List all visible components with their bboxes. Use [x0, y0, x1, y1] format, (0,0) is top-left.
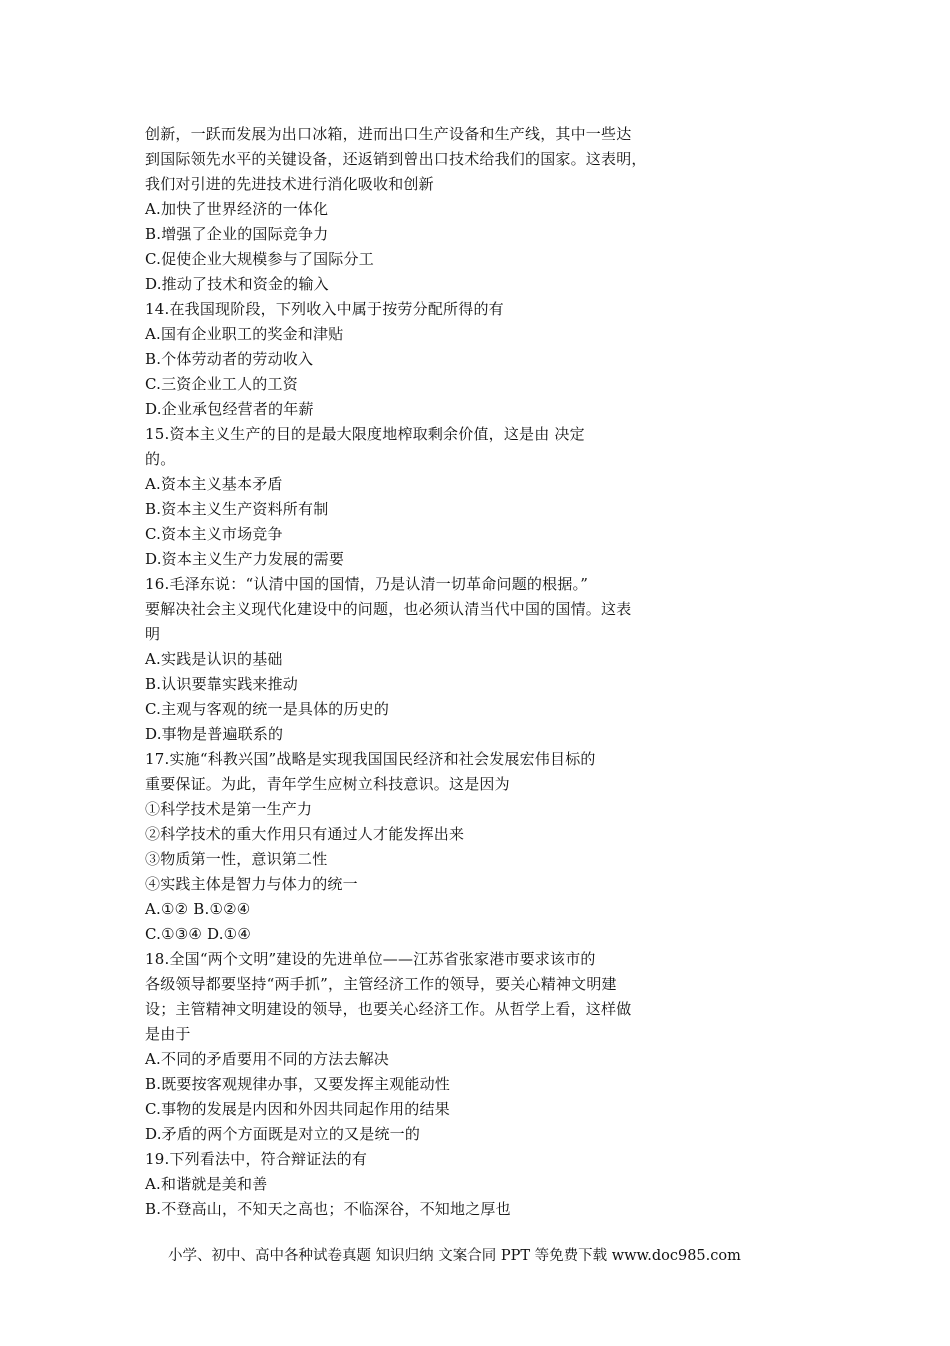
text-line: 18.全国“两个文明”建设的先进单位——江苏省张家港市要求该市的 — [145, 950, 596, 968]
text-line: 重要保证。为此，青年学生应树立科技意识。这是因为 — [145, 775, 510, 793]
text-line: 创新，一跃而发展为出口冰箱，进而出口生产设备和生产线，其中一些达 — [145, 125, 632, 143]
document-body — [145, 122, 705, 1222]
text-line: C.主观与客观的统一是具体的历史的 — [145, 700, 390, 718]
text-line: B.认识要靠实践来推动 — [145, 675, 298, 693]
text-line: A.国有企业职工的奖金和津贴 — [145, 325, 344, 343]
page-footer: 小学、初中、高中各种试卷真题 知识归纳 文案合同 PPT 等免费下载 www.doc985.com — [168, 1248, 741, 1264]
text-line: D.推动了技术和资金的输入 — [145, 275, 329, 293]
text-line: D.资本主义生产力发展的需要 — [145, 550, 345, 568]
text-line: A.资本主义基本矛盾 — [145, 475, 283, 493]
text-line: 明 — [145, 625, 161, 643]
text-line: 各级领导都要坚持“两手抓”，主管经济工作的领导，要关心精神文明建 — [145, 975, 617, 993]
text-line: C.促使企业大规模参与了国际分工 — [145, 250, 374, 268]
text-line: ④实践主体是智力与体力的统一 — [145, 875, 358, 893]
text-line: D.矛盾的两个方面既是对立的又是统一的 — [145, 1125, 421, 1143]
text-line: 的。 — [145, 450, 176, 468]
text-line: A.和谐就是美和善 — [145, 1175, 268, 1193]
text-line: B.个体劳动者的劳动收入 — [145, 350, 314, 368]
text-line: 19.下列看法中，符合辩证法的有 — [145, 1150, 368, 1168]
text-line: B.资本主义生产资料所有制 — [145, 500, 329, 518]
text-line: 我们对引进的先进技术进行消化吸收和创新 — [145, 175, 434, 193]
text-line: ③物质第一性，意识第二性 — [145, 850, 328, 868]
text-line: B.不登高山，不知天之高也；不临深谷，不知地之厚也 — [145, 1200, 511, 1218]
text-line: 15.资本主义生产的目的是最大限度地榨取剩余价值，这是由 决定 — [145, 425, 585, 443]
text-line: C.三资企业工人的工资 — [145, 375, 298, 393]
text-line: A.①② B.①②④ — [145, 900, 251, 918]
text-line: A.加快了世界经济的一体化 — [145, 200, 329, 218]
text-line: ①科学技术是第一生产力 — [145, 800, 313, 818]
text-line: A.实践是认识的基础 — [145, 650, 283, 668]
text-line: C.①③④ D.①④ — [145, 925, 251, 943]
text-line: D.事物是普遍联系的 — [145, 725, 284, 743]
text-line: 17.实施“科教兴国”战略是实现我国国民经济和社会发展宏伟目标的 — [145, 750, 596, 768]
text-line: 到国际领先水平的关键设备，还返销到曾出口技术给我们的国家。这表明， — [145, 150, 647, 168]
text-line: 14.在我国现阶段，下列收入中属于按劳分配所得的有 — [145, 300, 504, 318]
text-line: B.既要按客观规律办事，又要发挥主观能动性 — [145, 1075, 450, 1093]
text-line: A.不同的矛盾要用不同的方法去解决 — [145, 1050, 390, 1068]
text-line: 16.毛泽东说：“认清中国的国情，乃是认清一切革命问题的根据。” — [145, 575, 589, 593]
text-line: D.企业承包经营者的年薪 — [145, 400, 314, 418]
text-line: C.资本主义市场竞争 — [145, 525, 283, 543]
text-line: 要解决社会主义现代化建设中的问题，也必须认清当代中国的国情。这表 — [145, 600, 632, 618]
text-line: ②科学技术的重大作用只有通过人才能发挥出来 — [145, 825, 465, 843]
text-line: 设；主管精神文明建设的领导，也要关心经济工作。从哲学上看，这样做 — [145, 1000, 632, 1018]
text-line: B.增强了企业的国际竞争力 — [145, 225, 329, 243]
text-line: C.事物的发展是内因和外因共同起作用的结果 — [145, 1100, 450, 1118]
text-line: 是由于 — [145, 1025, 191, 1043]
